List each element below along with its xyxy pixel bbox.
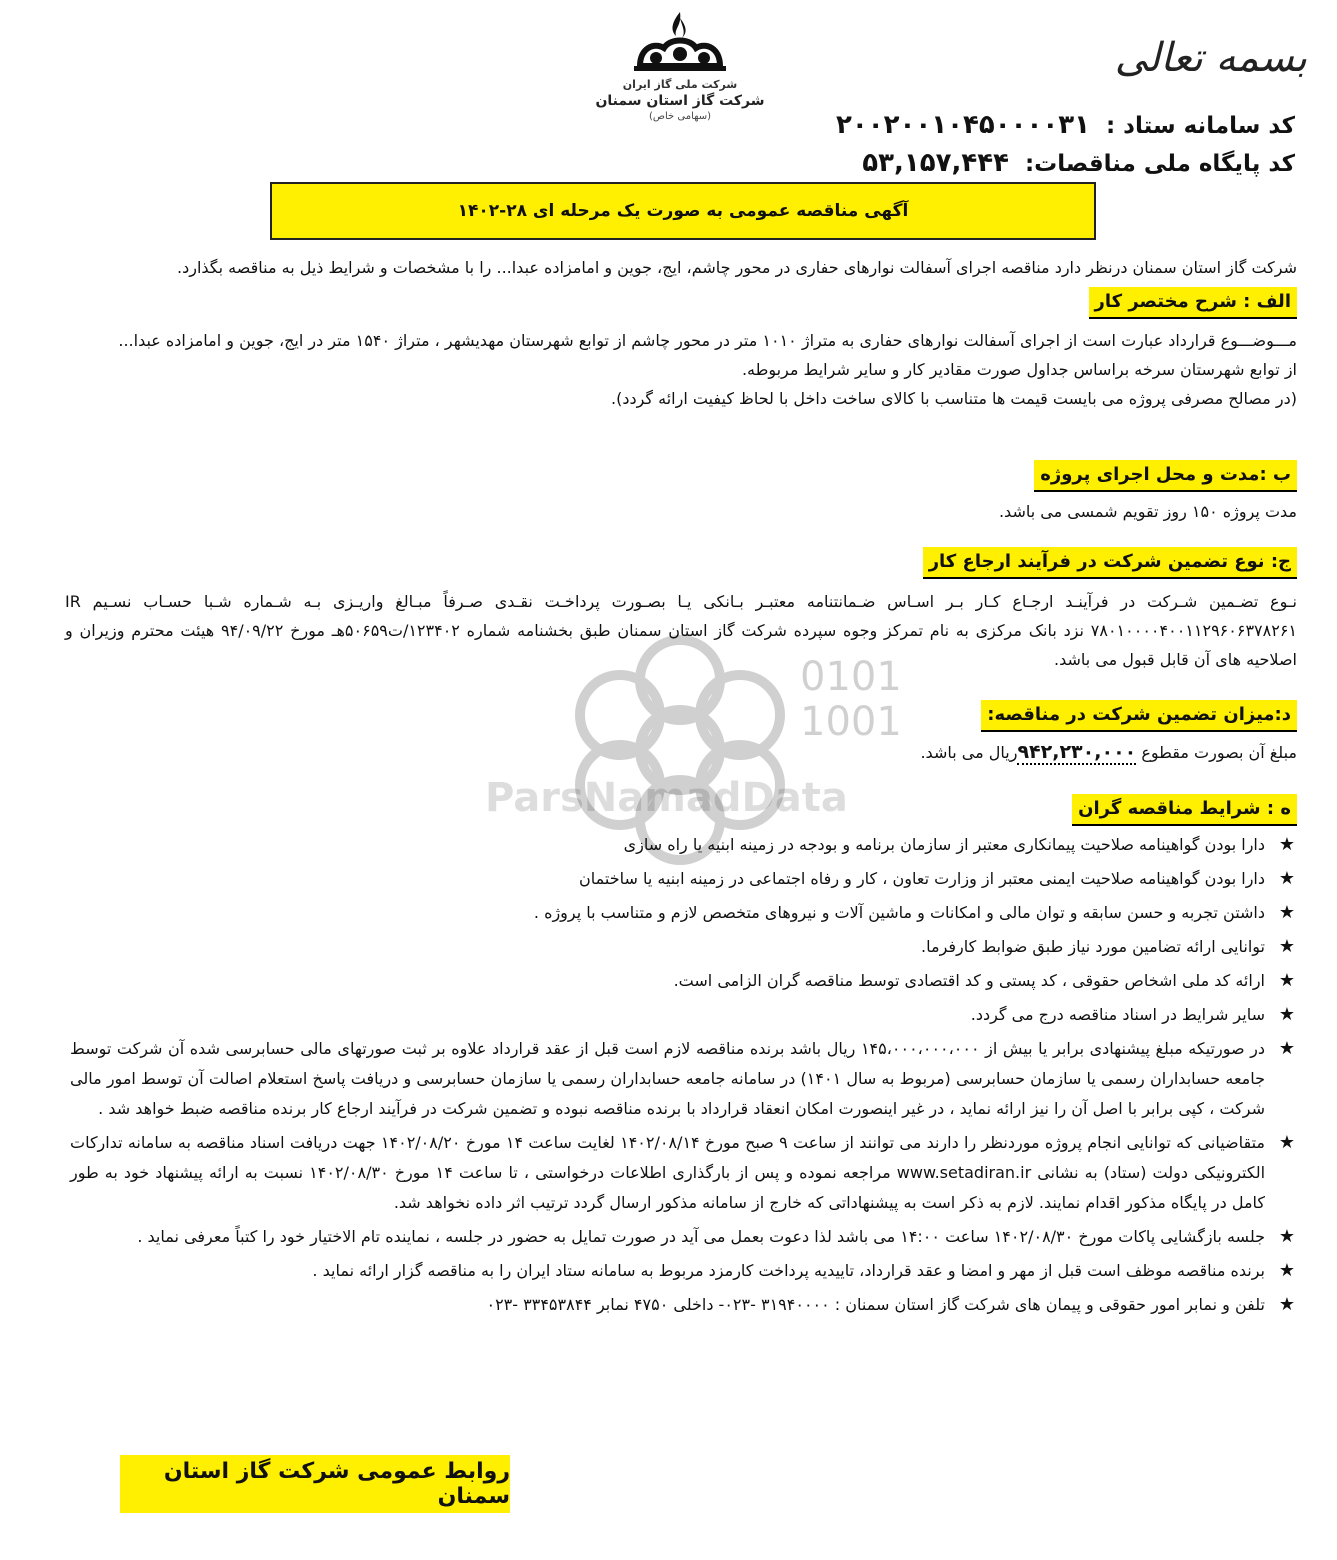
- logo-parent-company: شرکت ملی گاز ایران: [622, 78, 738, 91]
- guarantee-text-after: ریال می باشد.: [920, 743, 1018, 762]
- condition-item: ★ سایر شرایط در اسناد مناقصه درج می گردد.: [70, 1000, 1297, 1030]
- section-b-heading-wrap: [1034, 460, 1297, 492]
- section-d-heading-wrap: [981, 700, 1297, 732]
- star-bullet-icon: ★: [1278, 902, 1295, 923]
- section-a-line: (در مصالح مصرفی پروژه می بایست قیمت ها متناسب با کالای ساخت داخل با لحاظ کیفیت ارائه گردد).: [611, 389, 1297, 408]
- svg-text:1001: 1001: [800, 699, 902, 745]
- condition-item: ★ دارا بودن گواهینامه صلاحیت ایمنی معتبر از وزارت تعاون ، کار و رفاه اجتماعی در زمینه ابنیه یا ساختمان: [70, 864, 1297, 894]
- condition-item: ★ توانایی ارائه تضامین مورد نیاز طبق ضوابط کارفرما.: [70, 932, 1297, 962]
- section-a-heading: الف : شرح مختصر کار: [1089, 287, 1298, 319]
- condition-item: ★ تلفن و نمابر امور حقوقی و پیمان های شرکت گاز استان سمنان : ۳۱۹۴۰۰۰۰ -۰۲۳- داخلی ۴۷۵۰ نمابر ۳۳۴۵۳۸۴۴ -۰۲۳: [70, 1290, 1297, 1320]
- star-bullet-icon: ★: [1278, 1132, 1295, 1153]
- setad-code-value: ۲۰۰۲۰۰۱۰۴۵۰۰۰۰۳۱: [836, 110, 1090, 140]
- section-c-heading-wrap: [923, 547, 1297, 579]
- section-c-body: نـوع تضـمین شـرکت در فرآینـد ارجـاع کـار بـر اسـاس ضـمانتنامه معتبـر بـانکی یـا بصـورت پرداخـت نقـدی صـرفاً مبـالغ واریـزی بـه شـماره شـبا حسـاب نسـیم IR ۷۸۰۱۰۰۰۰۴۰۰۱۱۲۹۶۰۶۳۷۸۲۶۱ نزد بانک مرکزی به نام تمرکز وجوه سپرده شرکت گاز استان سمنان طبق بخشنامه شماره ۱۲۳۴۰۲/ت۵۰۶۵۹هـ مورخ ۹۴/۰۹/۲۲ هیئت محترم وزیران و اصلاحیه های آن قابل قبول می باشد.: [65, 592, 1298, 669]
- star-bullet-icon: ★: [1278, 936, 1295, 957]
- section-c-heading: ج: نوع تضمین شرکت در فرآیند ارجاع کار: [923, 547, 1297, 579]
- section-a-line: از توابع شهرستان سرخه براساس جداول صورت مقادیر کار و سایر شرایط مربوطه.: [741, 360, 1297, 379]
- national-code-label: کد پایگاه ملی مناقصات:: [1024, 151, 1295, 177]
- condition-item: ★ داشتن تجربه و حسن سابقه و توان مالی و امکانات و ماشین آلات و نیروهای متخصص لازم و متناسب با پروژه .: [70, 898, 1297, 928]
- star-bullet-icon: ★: [1278, 1226, 1295, 1247]
- watermark-text: ParsNamadData: [485, 775, 848, 821]
- condition-item: ★ جلسه بازگشایی پاکات مورخ ۱۴۰۲/۰۸/۳۰ ساعت ۱۴:۰۰ می باشد لذا دعوت بعمل می آید در صورت تمایل به حضور در جلسه ، نماینده تام الاختیار خود را کتباً معرفی نماید .: [70, 1222, 1297, 1252]
- star-bullet-icon: ★: [1278, 1038, 1295, 1059]
- section-a-line: مـــوضـــوع قرارداد عبارت است از اجرای آسفالت نوارهای حفاری به متراژ ۱۰۱۰ متر در محور چاشم از توابع شهرستان مهدیشهر ، متراژ ۱۵۴۰ متر در ایج، جوین و امامزاده عبدا...: [118, 331, 1297, 350]
- gas-flame-logo-icon: [620, 8, 740, 74]
- section-a-body: [40, 326, 1297, 413]
- condition-item: ★ برنده مناقصه موظف است قبل از مهر و امضا و عقد قرارداد، تاییدیه پرداخت کارمزد مربوط به سامانه ستاد ایران را به مناقصه گزار ارائه نماید .: [70, 1256, 1297, 1286]
- star-bullet-icon: ★: [1278, 868, 1295, 889]
- section-a-heading-wrap: [1089, 287, 1298, 319]
- setad-code-label: کد سامانه ستاد :: [1105, 113, 1295, 139]
- section-d-body: [40, 738, 1297, 767]
- announcement-title: آگهی مناقصه عمومی به صورت یک مرحله ای ۲۸-۱۴۰۲: [270, 182, 1096, 240]
- section-e-heading-wrap: [1072, 794, 1297, 826]
- condition-item: ★ در صورتیکه مبلغ پیشنهادی برابر یا بیش از ۱۴۵،۰۰۰،۰۰۰،۰۰۰ ریال باشد برنده مناقصه لازم است قبل از عقد قرارداد علاوه بر ثبت صورتهای مالی حسابرسی شده آن شرکت توسط جامعه حسابداران رسمی یا سازمان حسابرسی (مربوط به سال ۱۴۰۱) در سامانه جامعه حسابداران رسمی یا سازمان حسابرسی و دریافت پاسخ استعلام اصالت آن توسط امور مالی شرکت ، کپی برابر با اصل آن را نیز ارائه نماید ، در غیر اینصورت امکان انعقاد قرارداد با برنده مناقصه نبوده و تضمین شرکت در فرآیند ارجاع کار برنده مناقصه ضبط خواهد شد .: [70, 1034, 1297, 1124]
- star-bullet-icon: ★: [1278, 1260, 1295, 1281]
- intro-paragraph: شرکت گاز استان سمنان درنظر دارد مناقصه اجرای آسفالت نوارهای حفاری در محور چاشم، ایج، جوین و امامزاده عبدا... را با مشخصات و شرایط ذیل به مناقصه بگذارد.: [177, 258, 1297, 277]
- star-bullet-icon: ★: [1278, 1004, 1295, 1025]
- national-tender-code-row: [862, 148, 1295, 178]
- conditions-list: [70, 830, 1297, 1320]
- setad-code-row: [836, 110, 1295, 140]
- section-e-heading: ه : شرایط مناقصه گران: [1072, 794, 1297, 826]
- star-bullet-icon: ★: [1278, 834, 1295, 855]
- guarantee-text-before: مبلغ آن بصورت مقطوع: [1136, 743, 1297, 762]
- public-relations-signature: روابط عمومی شرکت گاز استان سمنان: [120, 1455, 510, 1513]
- star-bullet-icon: ★: [1278, 970, 1295, 991]
- logo-company-type: (سهامی خاص): [648, 111, 712, 122]
- section-d-heading: د:میزان تضمین شرکت در مناقصه:: [981, 700, 1297, 732]
- section-b-heading: ب :مدت و محل اجرای پروژه: [1034, 460, 1297, 492]
- condition-item: ★ دارا بودن گواهینامه صلاحیت پیمانکاری معتبر از سازمان برنامه و بودجه در زمینه ابنیه یا راه سازی: [70, 830, 1297, 860]
- star-bullet-icon: ★: [1278, 1294, 1295, 1315]
- section-b-body: مدت پروژه ۱۵۰ روز تقویم شمسی می باشد.: [998, 502, 1297, 521]
- svg-text:0101: 0101: [800, 654, 902, 700]
- logo-company-name: شرکت گاز استان سمنان: [595, 93, 765, 109]
- condition-item: ★ متقاضیانی که توانایی انجام پروژه موردنظر را دارند می توانند از ساعت ۹ صبح مورخ ۱۴۰۲/۰۸/۱۴ لغایت ساعت ۱۴ مورخ ۱۴۰۲/۰۸/۲۰ جهت دریافت اسناد مناقصه به سامانه تدارکات الکترونیکی دولت (ستاد) به نشانی www.setadiran.ir مراجعه نموده و پس از بارگذاری اطلاعات درخواستی ، تا ساعت ۱۴ مورخ ۱۴۰۲/۰۸/۳۰ نسبت به ارائه پیشنهاد خود به طور کامل در پایگاه مذکور اقدام نمایند. لازم به ذکر است به پیشنهاداتی که خارج از سامانه مذکور ارسال گردد ترتیب اثر داده نخواهد شد.: [70, 1128, 1297, 1218]
- national-code-value: ۵۳,۱۵۷,۴۴۴: [862, 148, 1009, 178]
- guarantee-amount: ۹۴۲,۲۳۰,۰۰۰: [1017, 741, 1137, 763]
- besmellah-calligraphy: بسمه تعالی: [1114, 35, 1307, 81]
- condition-item: ★ ارائه کد ملی اشخاص حقوقی ، کد پستی و کد اقتصادی توسط مناقصه گران الزامی است.: [70, 966, 1297, 996]
- company-logo: [560, 8, 800, 138]
